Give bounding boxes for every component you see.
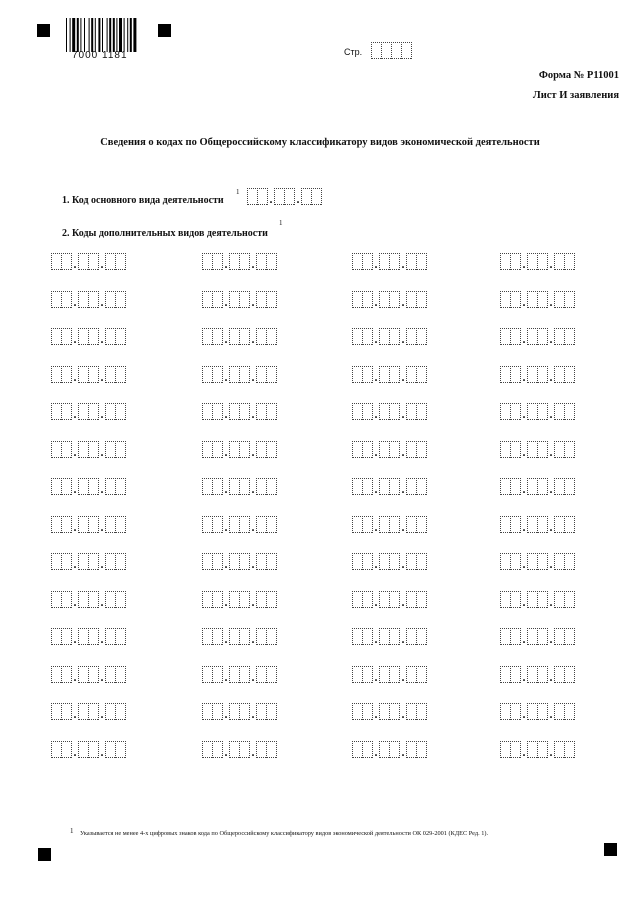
additional-activity-code-field[interactable] — [202, 667, 277, 683]
additional-activity-code-field[interactable] — [51, 254, 126, 270]
code-separator: . — [401, 369, 405, 384]
code-separator: . — [100, 557, 104, 571]
additional-activity-code-field[interactable] — [500, 404, 575, 420]
additional-activity-code-field[interactable] — [500, 517, 575, 533]
code-separator: . — [522, 594, 526, 609]
code-separator: . — [549, 632, 553, 646]
code-separator: . — [224, 444, 228, 459]
additional-activity-code-field[interactable] — [352, 704, 427, 720]
code-separator: . — [100, 369, 104, 384]
code-separator: . — [224, 707, 228, 721]
footnote-ref: 1 — [70, 827, 74, 835]
code-separator: . — [522, 519, 526, 534]
code-separator: . — [522, 332, 526, 346]
code-separator: . — [374, 482, 378, 496]
code-separator: . — [73, 294, 77, 309]
code-separator: . — [100, 744, 104, 759]
code-separator: . — [224, 407, 228, 421]
main-activity-code-field[interactable] — [247, 189, 322, 205]
additional-activity-code-field[interactable] — [51, 442, 126, 458]
code-separator: . — [100, 257, 104, 271]
code-separator: . — [73, 519, 77, 534]
code-separator: . — [73, 482, 77, 496]
additional-activity-code-field[interactable] — [352, 667, 427, 683]
page-number-field[interactable] — [371, 43, 412, 59]
code-separator: . — [251, 632, 255, 646]
additional-activity-code-field[interactable] — [51, 704, 126, 720]
additional-activity-code-field[interactable] — [51, 629, 126, 645]
additional-activity-code-field[interactable] — [51, 292, 126, 308]
code-separator: . — [251, 557, 255, 571]
code-separator: . — [224, 594, 228, 609]
main-activity-footnote-ref: 1 — [236, 188, 240, 196]
code-separator: . — [100, 332, 104, 346]
additional-activity-code-field[interactable] — [500, 254, 575, 270]
code-separator: . — [224, 332, 228, 346]
page-label: Стр. — [344, 47, 363, 57]
code-separator: . — [522, 707, 526, 721]
additional-activity-code-field[interactable] — [500, 442, 575, 458]
additional-activity-code-field[interactable] — [352, 479, 427, 495]
code-separator: . — [549, 257, 553, 271]
code-separator: . — [269, 192, 273, 206]
code-separator: . — [251, 519, 255, 534]
code-separator: . — [401, 744, 405, 759]
additional-activity-code-field[interactable] — [352, 517, 427, 533]
code-separator: . — [251, 369, 255, 384]
additional-activity-code-field[interactable] — [352, 554, 427, 570]
code-separator: . — [374, 744, 378, 759]
code-separator: . — [374, 669, 378, 684]
additional-activity-code-field[interactable] — [500, 329, 575, 345]
registration-marker-top-right — [158, 24, 171, 37]
code-separator: . — [251, 407, 255, 421]
code-separator: . — [401, 594, 405, 609]
code-separator: . — [522, 294, 526, 309]
code-separator: . — [374, 369, 378, 384]
form-number: Форма № Р11001 — [538, 70, 619, 81]
code-separator: . — [401, 444, 405, 459]
code-separator: . — [549, 294, 553, 309]
code-separator: . — [374, 594, 378, 609]
code-separator: . — [522, 669, 526, 684]
additional-activity-code-field[interactable] — [51, 329, 126, 345]
additional-activity-code-field[interactable] — [51, 592, 126, 608]
code-separator: . — [549, 669, 553, 684]
code-separator: . — [401, 557, 405, 571]
code-separator: . — [296, 192, 300, 206]
code-separator: . — [522, 482, 526, 496]
additional-activity-code-field[interactable] — [352, 404, 427, 420]
additional-activity-code-field[interactable] — [352, 742, 427, 758]
code-separator: . — [251, 444, 255, 459]
additional-activities-label: 2. Коды дополнительных видов деятельности — [62, 228, 268, 239]
barcode-icon — [66, 18, 156, 52]
code-separator: . — [549, 444, 553, 459]
additional-activity-code-field[interactable] — [202, 442, 277, 458]
additional-activity-code-field[interactable] — [51, 479, 126, 495]
code-separator: . — [549, 369, 553, 384]
code-separator: . — [549, 594, 553, 609]
page-title: Сведения о кодах по Общероссийскому классификатору видов экономической деятельности — [100, 137, 540, 148]
code-separator: . — [251, 669, 255, 684]
code-separator: . — [73, 407, 77, 421]
additional-activity-code-field[interactable] — [352, 592, 427, 608]
registration-marker-bottom-left — [38, 848, 51, 861]
additional-activity-code-field[interactable] — [202, 517, 277, 533]
code-separator: . — [374, 444, 378, 459]
code-separator: . — [549, 707, 553, 721]
code-separator: . — [522, 369, 526, 384]
code-separator: . — [73, 632, 77, 646]
main-activity-label: 1. Код основного вида деятельности — [62, 195, 224, 206]
code-separator: . — [522, 444, 526, 459]
code-separator: . — [251, 294, 255, 309]
additional-activity-code-field[interactable] — [51, 742, 126, 758]
additional-activity-code-field[interactable] — [202, 704, 277, 720]
code-separator: . — [374, 519, 378, 534]
code-separator: . — [549, 744, 553, 759]
code-separator: . — [224, 482, 228, 496]
code-separator: . — [374, 257, 378, 271]
additional-activity-code-field[interactable] — [500, 592, 575, 608]
code-separator: . — [522, 557, 526, 571]
code-separator: . — [73, 594, 77, 609]
code-separator: . — [251, 257, 255, 271]
additional-activity-code-field[interactable] — [51, 517, 126, 533]
code-separator: . — [224, 632, 228, 646]
code-separator: . — [100, 707, 104, 721]
code-separator: . — [100, 632, 104, 646]
additional-activity-code-field[interactable] — [51, 367, 126, 383]
code-separator: . — [401, 257, 405, 271]
additional-activity-code-field[interactable] — [202, 629, 277, 645]
additional-activity-code-field[interactable] — [352, 329, 427, 345]
code-separator: . — [401, 482, 405, 496]
code-separator: . — [374, 407, 378, 421]
code-separator: . — [73, 332, 77, 346]
code-separator: . — [73, 557, 77, 571]
barcode-number: 7000 1181 — [72, 50, 128, 61]
code-separator: . — [100, 594, 104, 609]
code-separator: . — [251, 332, 255, 346]
code-separator: . — [100, 482, 104, 496]
additional-activity-code-field[interactable] — [352, 254, 427, 270]
code-separator: . — [549, 332, 553, 346]
code-separator: . — [73, 744, 77, 759]
additional-activity-code-field[interactable] — [202, 554, 277, 570]
additional-activities-footnote-ref: 1 — [279, 219, 283, 227]
code-separator: . — [73, 369, 77, 384]
code-separator: . — [100, 444, 104, 459]
registration-marker-top-left — [37, 24, 50, 37]
code-separator: . — [549, 519, 553, 534]
additional-activity-code-field[interactable] — [500, 704, 575, 720]
additional-activity-code-field[interactable] — [352, 367, 427, 383]
code-separator: . — [224, 519, 228, 534]
additional-activity-code-field[interactable] — [202, 742, 277, 758]
code-separator: . — [224, 557, 228, 571]
code-separator: . — [374, 707, 378, 721]
code-separator: . — [549, 557, 553, 571]
code-separator: . — [73, 444, 77, 459]
code-separator: . — [100, 669, 104, 684]
code-separator: . — [224, 257, 228, 271]
code-separator: . — [100, 519, 104, 534]
code-separator: . — [224, 369, 228, 384]
code-separator: . — [251, 482, 255, 496]
code-separator: . — [401, 707, 405, 721]
additional-activity-code-field[interactable] — [202, 479, 277, 495]
additional-activity-code-field[interactable] — [500, 367, 575, 383]
registration-marker-bottom-right — [604, 843, 617, 856]
code-separator: . — [374, 332, 378, 346]
additional-activity-code-field[interactable] — [51, 404, 126, 420]
code-separator: . — [374, 632, 378, 646]
code-separator: . — [522, 744, 526, 759]
additional-activity-code-field[interactable] — [500, 629, 575, 645]
code-separator: . — [401, 407, 405, 421]
code-separator: . — [73, 707, 77, 721]
code-separator: . — [401, 519, 405, 534]
code-separator: . — [401, 632, 405, 646]
code-separator: . — [251, 744, 255, 759]
code-separator: . — [73, 257, 77, 271]
code-separator: . — [401, 294, 405, 309]
additional-activity-code-field[interactable] — [202, 367, 277, 383]
additional-activity-code-field[interactable] — [500, 554, 575, 570]
code-separator: . — [522, 257, 526, 271]
footnote-text: Указывается не менее 4-х цифровых знаков кода по Общероссийскому классификатору видов экономической деятельности ОК 029-2001 (КДЕС Ред. 1). — [80, 830, 489, 837]
code-separator: . — [549, 407, 553, 421]
code-separator: . — [224, 294, 228, 309]
additional-activity-code-field[interactable] — [202, 292, 277, 308]
code-separator: . — [401, 332, 405, 346]
additional-activity-code-field[interactable] — [500, 742, 575, 758]
code-separator: . — [401, 669, 405, 684]
additional-activity-code-field[interactable] — [202, 329, 277, 345]
additional-activity-code-field[interactable] — [202, 254, 277, 270]
additional-activity-code-field[interactable] — [500, 292, 575, 308]
code-separator: . — [374, 557, 378, 571]
code-separator: . — [251, 594, 255, 609]
additional-activity-code-field[interactable] — [202, 404, 277, 420]
code-separator: . — [522, 632, 526, 646]
code-separator: . — [251, 707, 255, 721]
code-separator: . — [522, 407, 526, 421]
additional-activity-code-field[interactable] — [500, 479, 575, 495]
code-separator: . — [100, 407, 104, 421]
sheet-label: Лист И заявления — [532, 90, 619, 101]
additional-activity-code-field[interactable] — [352, 629, 427, 645]
code-separator: . — [374, 294, 378, 309]
code-separator: . — [100, 294, 104, 309]
additional-activity-code-field[interactable] — [51, 667, 126, 683]
additional-activity-code-field[interactable] — [202, 592, 277, 608]
code-separator: . — [224, 669, 228, 684]
code-separator: . — [549, 482, 553, 496]
code-separator: . — [73, 669, 77, 684]
code-separator: . — [224, 744, 228, 759]
additional-activity-code-field[interactable] — [352, 292, 427, 308]
additional-activity-code-field[interactable] — [51, 554, 126, 570]
additional-activity-code-field[interactable] — [352, 442, 427, 458]
additional-activity-code-field[interactable] — [500, 667, 575, 683]
